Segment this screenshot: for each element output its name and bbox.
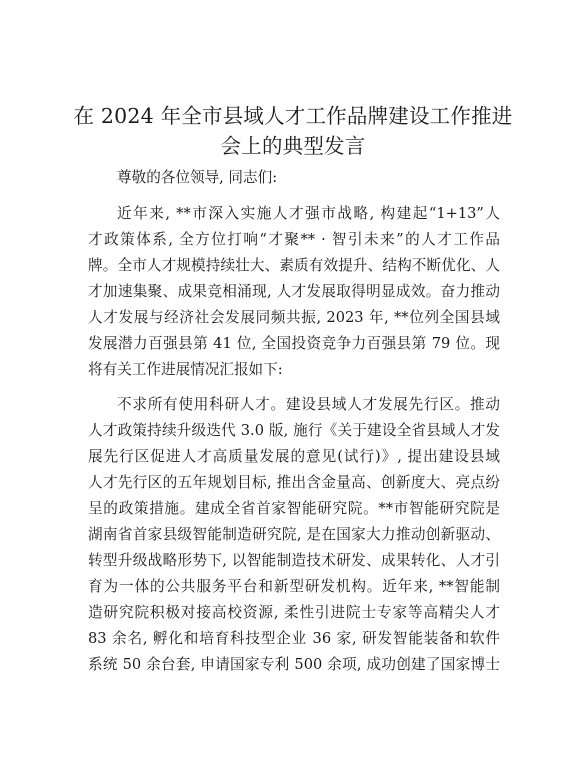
paragraph-1-line-6: 发展潜力百强县第 41 位, 全国投资竞争力百强县第 79 位。现 (88, 335, 500, 352)
paragraph-2-line-4: 人才先行区的五年规划目标, 推出含金量高、创新度大、亮点纷 (88, 474, 500, 491)
paragraph-2-line-6: 湖南省首家县级智能制造研究院, 是在国家大力推动创新驱动、 (88, 526, 500, 543)
paragraph-2-line-9: 造研究院积极对接高校资源, 柔性引进院士专家等高精尖人才 (88, 604, 500, 621)
paragraph-1-line-1: 近年来, **市深入实施人才强市战略, 构建起“1+13”人 (117, 205, 500, 222)
document-title-line-1: 在 2024 年全市县域人才工作品牌建设工作推进 (73, 104, 513, 128)
paragraph-2-line-8: 育为一体的公共服务平台和新型研发机构。近年来, **智能制 (88, 578, 500, 595)
paragraph-2-line-7: 转型升级战略形势下, 以智能制造技术研发、成果转化、人才引 (88, 552, 500, 569)
paragraph-2-line-5: 呈的政策措施。建成全省首家智能研究院。**市智能研究院是 (88, 500, 500, 517)
paragraph-2-line-2: 人才政策持续升级迭代 3.0 版, 施行《关于建设全省县域人才发 (88, 422, 500, 439)
paragraph-2-line-10: 83 余名, 孵化和培育科技型企业 36 家, 研发智能装备和软件 (88, 630, 500, 647)
salutation: 尊敬的各位领导, 同志们: (117, 169, 278, 186)
paragraph-1-line-4: 才加速集聚、成果竞相涌现, 人才发展取得明显成效。奋力推动 (88, 283, 500, 300)
paragraph-1-line-7: 将有关工作进展情况汇报如下: (88, 361, 283, 378)
paragraph-2-line-3: 展先行区促进人才高质量发展的意见(试行)》, 提出建设县域 (88, 448, 500, 465)
paragraph-2-line-11: 系统 50 余台套, 申请国家专利 500 余项, 成功创建了国家博士 (88, 656, 500, 673)
document-title-line-2: 会上的典型发言 (220, 134, 366, 158)
paragraph-1-line-5: 人才发展与经济社会发展同频共振, 2023 年, **位列全国县域 (88, 309, 500, 326)
paragraph-2-line-1: 不求所有使用科研人才。建设县域人才发展先行区。推动 (117, 396, 500, 413)
paragraph-1-line-3: 牌。全市人才规模持续壮大、素质有效提升、结构不断优化、人 (88, 257, 500, 274)
paragraph-1-line-2: 才政策体系, 全方位打响“才聚** · 智引未来”的人才工作品 (88, 231, 500, 248)
